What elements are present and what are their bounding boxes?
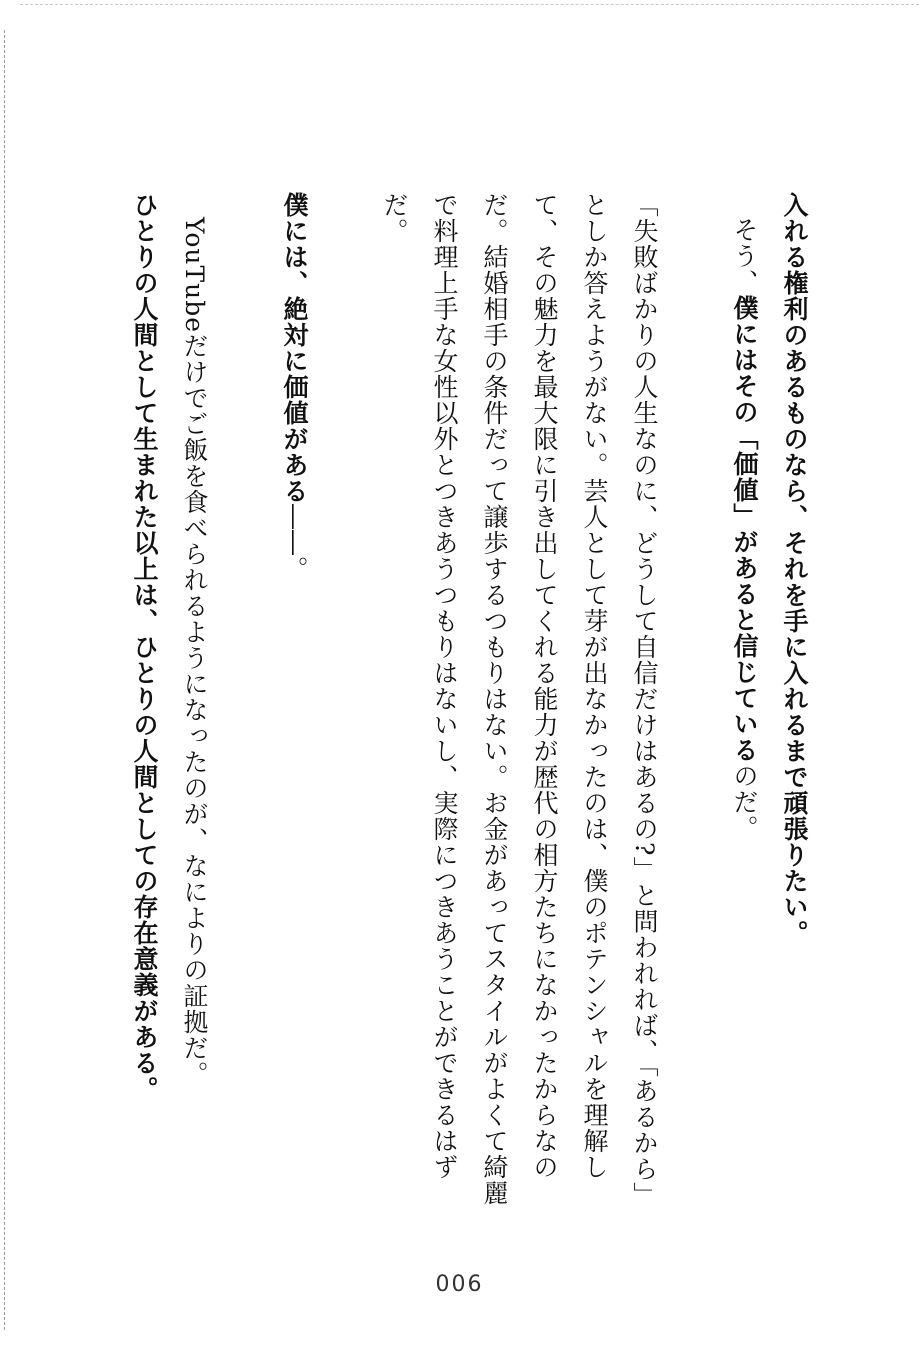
paragraph-4-tail: ――。 <box>280 504 309 582</box>
crop-guide-left <box>4 30 5 1330</box>
crop-guide-top <box>20 4 919 5</box>
paragraph-spacer <box>319 192 369 1222</box>
paragraph-3: 「失敗ばかりの人生なのに、どうして自信だけはあるの?」と問われれば、「あるから」としか答えようがない。芸人として芽が出なかったのは、僕のポテンシャルを理解して、その魅力を最大限に引き出してくれる能力が歴代の相方たちになかったからなのだ。結婚相手の条件だって譲歩するつもりはない。お金があってスタイルがよくて綺麗で料理上手な女性以外とつきあうつもりはないし、実際につきあうことができるはずだ。 <box>380 192 659 1208</box>
paragraph-1: 入れる権利のあるものなら、それを手に入れるまで頑張りたい。 <box>780 192 809 946</box>
paragraph-5: YouTubeだけでご飯を食べられるようになったのが、なによりの証拠だ。 <box>180 217 209 1088</box>
page-number: 006 <box>435 1272 484 1297</box>
paragraph-spacer <box>219 192 269 1222</box>
paragraph-2-lead: そう、 <box>730 217 759 295</box>
paragraph-4-emphasis: 僕には、絶対に価値がある <box>280 192 309 504</box>
vertical-text-block <box>119 192 819 1222</box>
paragraph-2 <box>719 192 769 1222</box>
paragraph-6: ひとりの人間として生まれた以上は、ひとりの人間としての存在意義がある。 <box>130 192 159 1102</box>
paragraph-2-emphasis: 僕にはその「価値」があると信じている <box>730 295 759 763</box>
paragraph-spacer <box>669 192 719 1222</box>
paragraph-4 <box>269 192 319 1222</box>
paragraph-2-tail: のだ。 <box>730 763 759 841</box>
